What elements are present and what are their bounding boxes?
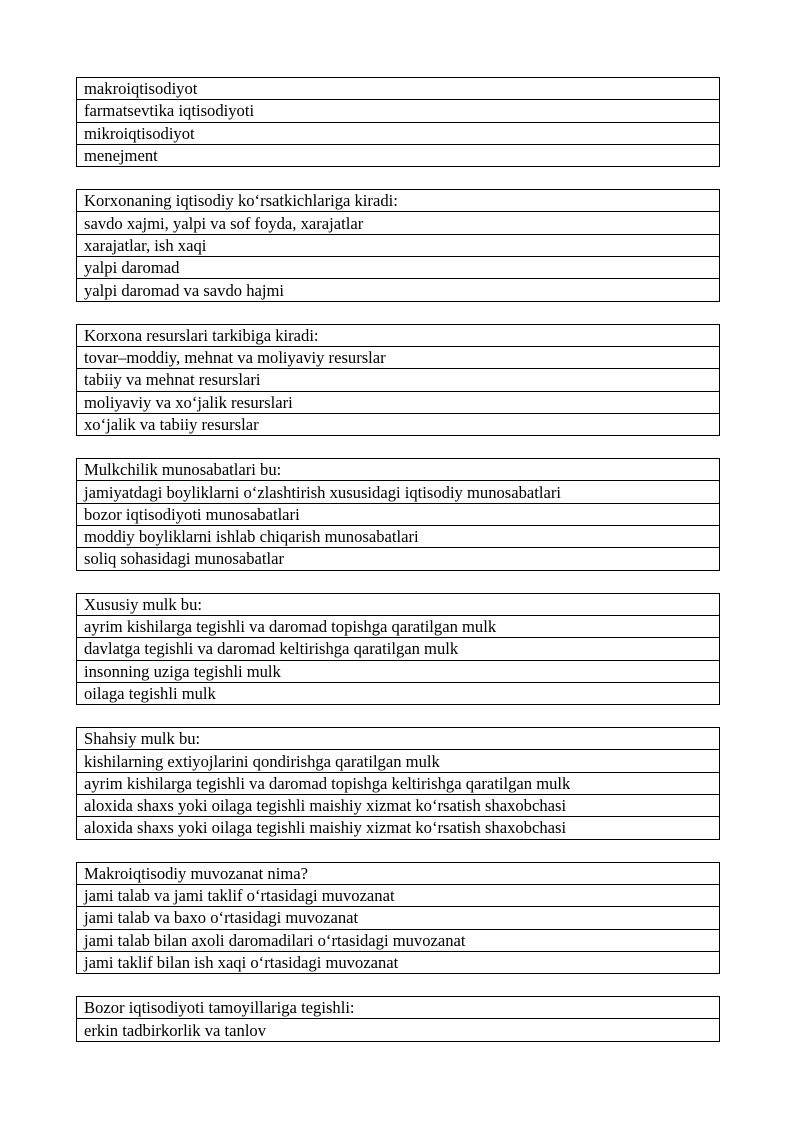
answer-option: jami talab bilan axoli daromadilari o‘rtasidagi muvozanat <box>77 929 720 951</box>
question-text: Makroiqtisodiy muvozanat nima? <box>77 862 720 884</box>
question-row <box>77 190 720 212</box>
answer-option: moliyaviy va xo‘jalik resurslari <box>77 391 720 413</box>
answer-option: mikroiqtisodiyot <box>77 122 720 144</box>
answer-option: yalpi daromad <box>77 257 720 279</box>
answer-row <box>77 100 720 122</box>
answer-table <box>76 77 720 167</box>
answer-row <box>77 750 720 772</box>
question-row <box>77 728 720 750</box>
answer-row <box>77 481 720 503</box>
answer-option: bozor iqtisodiyoti munosabatlari <box>77 503 720 525</box>
answer-option: moddiy boyliklarni ishlab chiqarish munosabatlari <box>77 526 720 548</box>
question-row <box>77 593 720 615</box>
question-table <box>76 458 720 570</box>
answer-option: kishilarning extiyojlarini qondirishga qaratilgan mulk <box>77 750 720 772</box>
answer-row <box>77 526 720 548</box>
answer-row <box>77 884 720 906</box>
answer-option: xarajatlar, ish xaqi <box>77 234 720 256</box>
question-table <box>76 189 720 301</box>
answer-row <box>77 817 720 839</box>
answer-option: xo‘jalik va tabiiy resurslar <box>77 413 720 435</box>
answer-option: oilaga tegishli mulk <box>77 682 720 704</box>
answer-option: erkin tadbirkorlik va tanlov <box>77 1019 720 1041</box>
question-table <box>76 593 720 705</box>
question-row <box>77 862 720 884</box>
answer-row <box>77 795 720 817</box>
question-text: Mulkchilik munosabatlari bu: <box>77 459 720 481</box>
answer-option: jami talab va baxo o‘rtasidagi muvozanat <box>77 907 720 929</box>
question-text: Xususiy mulk bu: <box>77 593 720 615</box>
answer-option: savdo xajmi, yalpi va sof foyda, xarajatlar <box>77 212 720 234</box>
answer-row <box>77 257 720 279</box>
answer-row <box>77 682 720 704</box>
answer-option: jami taklif bilan ish xaqi o‘rtasidagi muvozanat <box>77 951 720 973</box>
answer-option: jami talab va jami taklif o‘rtasidagi muvozanat <box>77 884 720 906</box>
answer-row <box>77 772 720 794</box>
answer-row <box>77 929 720 951</box>
answer-option: farmatsevtika iqtisodiyoti <box>77 100 720 122</box>
question-row <box>77 459 720 481</box>
answer-option: yalpi daromad va savdo hajmi <box>77 279 720 301</box>
answer-row <box>77 391 720 413</box>
answer-option: ayrim kishilarga tegishli va daromad topishga qaratilgan mulk <box>77 615 720 637</box>
answer-option: insonning uziga tegishli mulk <box>77 660 720 682</box>
answer-row <box>77 638 720 660</box>
question-table <box>76 727 720 839</box>
question-row <box>77 324 720 346</box>
document-page <box>76 77 720 1064</box>
question-table <box>76 324 720 436</box>
answer-row <box>77 369 720 391</box>
question-table <box>76 996 720 1042</box>
answer-option: jamiyatdagi boyliklarni o‘zlashtirish xususidagi iqtisodiy munosabatlari <box>77 481 720 503</box>
answer-option: ayrim kishilarga tegishli va daromad topishga keltirishga qaratilgan mulk <box>77 772 720 794</box>
answer-row <box>77 660 720 682</box>
answer-option: makroiqtisodiyot <box>77 78 720 100</box>
question-text: Korxonaning iqtisodiy ko‘rsatkichlariga kiradi: <box>77 190 720 212</box>
answer-option: tabiiy va mehnat resurslari <box>77 369 720 391</box>
answer-row <box>77 122 720 144</box>
answer-row <box>77 279 720 301</box>
question-text: Korxona resurslari tarkibiga kiradi: <box>77 324 720 346</box>
answer-option: tovar–moddiy, mehnat va moliyaviy resurslar <box>77 346 720 368</box>
answer-option: aloxida shaxs yoki oilaga tegishli maishiy xizmat ko‘rsatish shaxobchasi <box>77 795 720 817</box>
answer-row <box>77 413 720 435</box>
answer-row <box>77 78 720 100</box>
question-text: Shahsiy mulk bu: <box>77 728 720 750</box>
answer-option: davlatga tegishli va daromad keltirishga qaratilgan mulk <box>77 638 720 660</box>
answer-row <box>77 951 720 973</box>
answer-option: soliq sohasidagi munosabatlar <box>77 548 720 570</box>
answer-row <box>77 212 720 234</box>
answer-row <box>77 1019 720 1041</box>
answer-row <box>77 144 720 166</box>
answer-row <box>77 548 720 570</box>
answer-row <box>77 907 720 929</box>
answer-option: aloxida shaxs yoki oilaga tegishli maishiy xizmat ko‘rsatish shaxobchasi <box>77 817 720 839</box>
answer-option: menejment <box>77 144 720 166</box>
answer-row <box>77 346 720 368</box>
question-text: Bozor iqtisodiyoti tamoyillariga tegishli: <box>77 997 720 1019</box>
question-row <box>77 997 720 1019</box>
answer-row <box>77 503 720 525</box>
answer-row <box>77 615 720 637</box>
question-table <box>76 862 720 974</box>
answer-row <box>77 234 720 256</box>
